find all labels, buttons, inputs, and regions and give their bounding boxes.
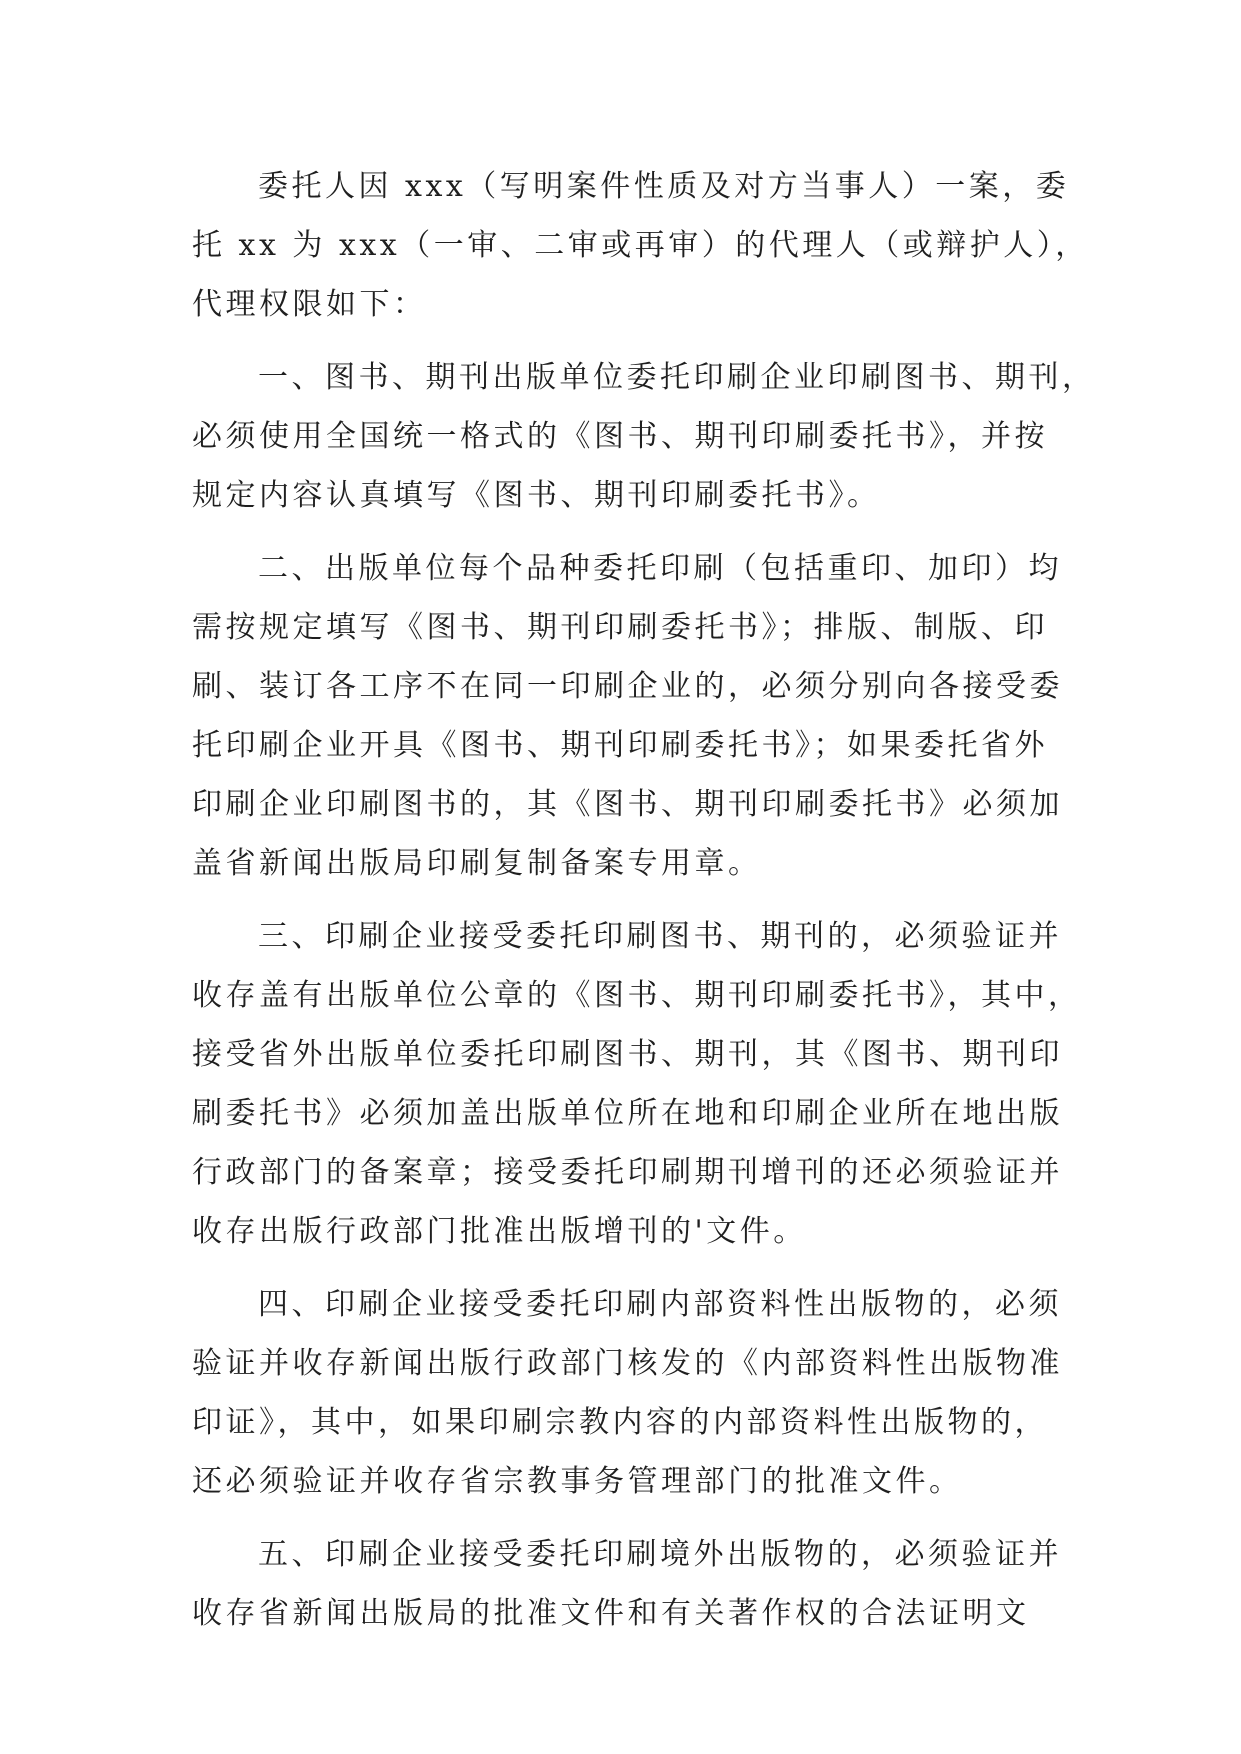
paragraph-gap [192,334,1052,348]
paragraph-6 [192,1525,1062,1643]
paragraph-line: 还必须验证并收存省宗教事务管理部门的批准文件。 [192,1464,963,1499]
paragraph-3 [192,539,1063,893]
paragraph-line: 收存盖有出版单位公章的《图书、期刊印刷委托书》，其中， [192,978,1082,1013]
paragraph-gap [192,1511,1052,1525]
paragraph-line: 接受省外出版单位委托印刷图书、期刊，其《图书、期刊印 [192,1037,1063,1072]
paragraph-line: 三、印刷企业接受委托印刷图书、期刊的，必须验证并 [258,919,1062,954]
document-body [192,157,1096,1643]
paragraph-line: 盖省新闻出版局印刷复制备案专用章。 [192,846,762,881]
paragraph-line: 托印刷企业开具《图书、期刊印刷委托书》；如果委托省外 [192,728,1048,763]
paragraph-line: 收存省新闻出版局的批准文件和有关著作权的合法证明文 [192,1596,1030,1631]
paragraph-line: 托 xx 为 xxx（一审、二审或再审）的代理人（或辩护人）， [192,228,1089,263]
paragraph-gap [192,525,1052,539]
paragraph-line: 收存出版行政部门批准出版增刊的'文件。 [192,1214,807,1249]
paragraph-line: 代理权限如下： [192,287,427,322]
paragraph-line: 规定内容认真填写《图书、期刊印刷委托书》。 [192,478,881,513]
paragraph-line: 必须使用全国统一格式的《图书、期刊印刷委托书》，并按 [192,419,1048,454]
paragraph-line: 刷委托书》必须加盖出版单位所在地和印刷企业所在地出版 [192,1096,1063,1131]
paragraph-line: 刷、装订各工序不在同一印刷企业的，必须分别向各接受委 [192,669,1063,704]
paragraph-line: 印刷企业印刷图书的，其《图书、期刊印刷委托书》必须加 [192,787,1063,822]
paragraph-line: 需按规定填写《图书、期刊印刷委托书》；排版、制版、印 [192,610,1048,645]
paragraph-5 [192,1275,1063,1511]
paragraph-line: 一、图书、期刊出版单位委托印刷企业印刷图书、期刊， [258,360,1096,395]
paragraph-gap [192,893,1052,907]
paragraph-line: 四、印刷企业接受委托印刷内部资料性出版物的，必须 [258,1287,1062,1322]
paragraph-4 [192,907,1082,1261]
paragraph-line: 二、出版单位每个品种委托印刷（包括重印、加印）均 [258,551,1062,586]
paragraph-line: 印证》，其中，如果印刷宗教内容的内部资料性出版物的， [192,1405,1048,1440]
paragraph-1 [192,157,1089,334]
paragraph-gap [192,1261,1052,1275]
paragraph-line: 委托人因 xxx（写明案件性质及对方当事人）一案，委 [258,169,1070,204]
paragraph-line: 验证并收存新闻出版行政部门核发的《内部资料性出版物准 [192,1346,1063,1381]
paragraph-line: 行政部门的备案章；接受委托印刷期刊增刊的还必须验证并 [192,1155,1063,1190]
paragraph-2 [192,348,1096,525]
paragraph-line: 五、印刷企业接受委托印刷境外出版物的，必须验证并 [258,1537,1062,1572]
